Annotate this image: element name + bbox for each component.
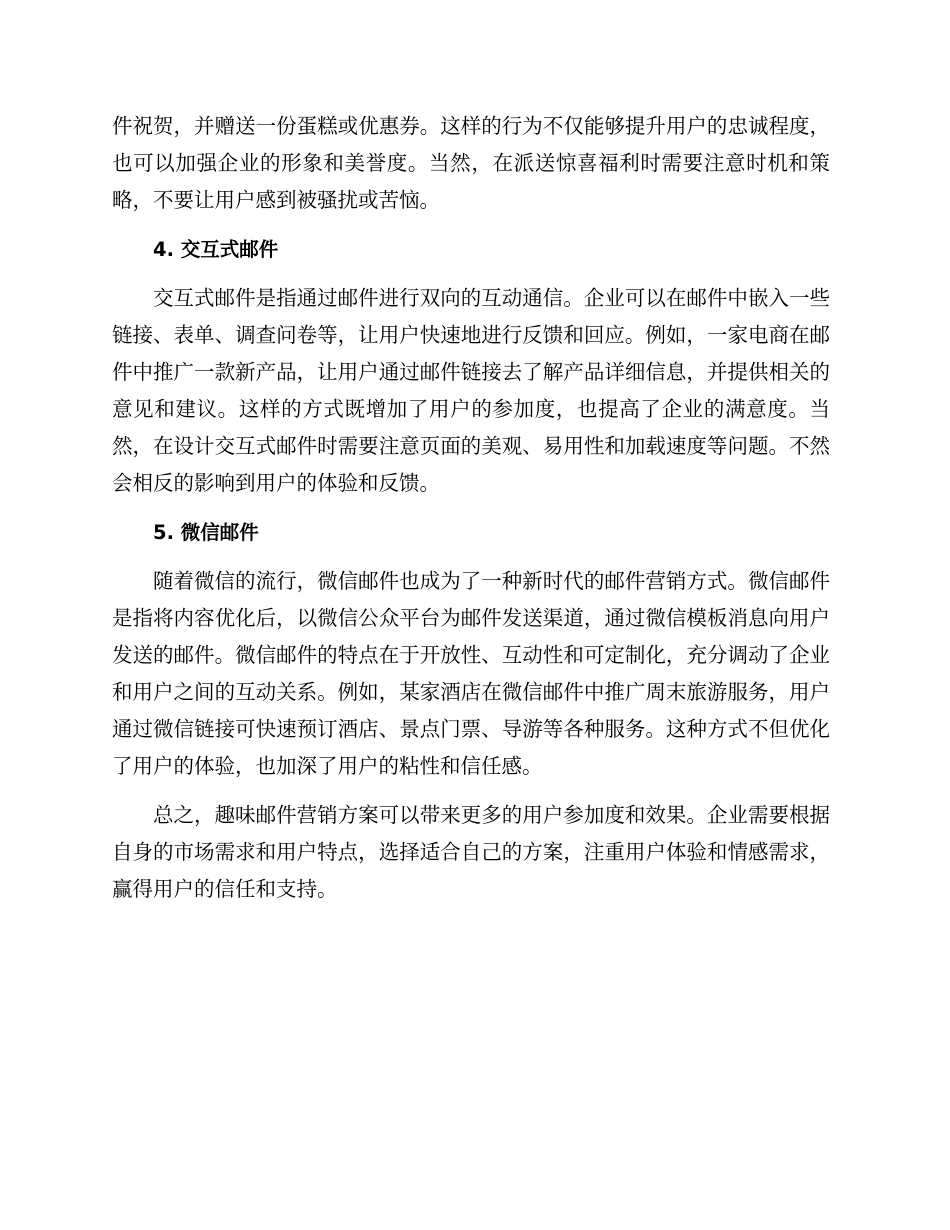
paragraph-wechat-email: 随着微信的流行，微信邮件也成为了一种新时代的邮件营销方式。微信邮件是指将内容优化后，以微信公众平台为邮件发送渠道，通过微信模板消息向用户发送的邮件。微信邮件的特点在于开放性、互动性和可定制化，充分调动了企业和用户之间的互动关系。例如，某家酒店在微信邮件中推广周末旅游服务，用户通过微信链接可快速预订酒店、景点门票、导游等各种服务。这种方式不但优化了用户的体验，也加深了用户的粘性和信任感。 (112, 569, 830, 778)
paragraph-interactive-email: 交互式邮件是指通过邮件进行双向的互动通信。企业可以在邮件中嵌入一些链接、表单、调查问卷等，让用户快速地进行反馈和回应。例如，一家电商在邮件中推广一款新产品，让用户通过邮件链接去了解产品详细信息，并提供相关的意见和建议。这样的方式既增加了用户的参加度，也提高了企业的满意度。当然，在设计交互式邮件时需要注意页面的美观、易用性和加载速度等问题。不然会相反的影响到用户的体验和反馈。 (112, 286, 830, 495)
section-heading-interactive-email: 4. 交互式邮件 (153, 238, 279, 261)
document-page (112, 108, 830, 920)
section-heading-wechat-email: 5. 微信邮件 (153, 521, 259, 544)
paragraph-continued: 件祝贺，并赠送一份蛋糕或优惠券。这样的行为不仅能够提升用户的忠诚程度，也可以加强企业的形象和美誉度。当然，在派送惊喜福利时需要注意时机和策略，不要让用户感到被骚扰或苦恼。 (112, 114, 830, 212)
paragraph-conclusion: 总之，趣味邮件营销方案可以带来更多的用户参加度和效果。企业需要根据自身的市场需求和用户特点，选择适合自己的方案，注重用户体验和情感需求，赢得用户的信任和支持。 (112, 803, 830, 901)
